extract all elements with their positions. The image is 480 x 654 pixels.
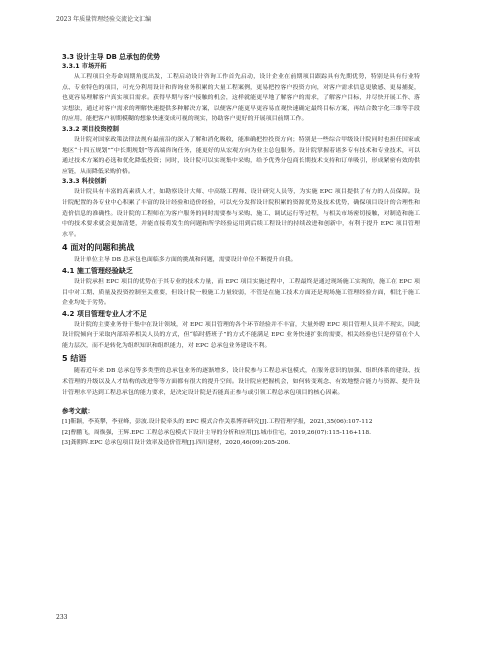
section-4-1-heading: 4.1 施工管理经验缺乏 [62, 266, 133, 275]
reference-item: [1]靳颖，李英攀，李亚峰，彭波.设计院牵头的 EPC 模式合作关系博弈研究[J].工程管理学报，2021,35(06):107-112 [62, 419, 373, 426]
section-4-paragraph: 设计单位主导 DB 总承包也面临多方面的挑战和问题，需要设计单位不断提升自我。 [73, 256, 297, 264]
section-4-2-heading: 4.2 项目管理专业人才不足 [62, 309, 147, 318]
section-5-heading: 5 结语 [62, 354, 87, 364]
references-heading: 参考文献： [62, 407, 94, 416]
section-3-3-1-heading: 3.3.1 市场开拓 [62, 63, 107, 70]
section-4-2-paragraph: 设计院的主要业务骨干集中在设计领域，对 EPC 项目管理的各个环节经验并不丰富，大量外聘 EPC 项目管理人员并不现实，因此设计院倾向于采取内部培养相关人员的方式，但“临时搭班子”的方式不能满足 EPC 业务快速扩张的需要，相关经验也只是停留在个人能力层次，而不是转化为组织知识和组织能力，对 EPC 总承包业务建设不利。 [62, 320, 420, 349]
section-3-3-1-paragraph: 从工程项目全寿命周期角度出发，工程启动设计咨询工作首先启动，设计企业在前期项目跟踪具有先期优势，特别是具有行业特点、专业特色的项目，可充分利用设计和咨询业务积累的大量工程案例，更易把控客户投资方向，对客户需求信息更敏感、更易捕捉，也更容易理解客户真实项目需求。获得早期与客户接触的机会，这样就能更早地了解客户的需求，了解客户目标，并尽快开展工作、落实想法，通过对客户需求的理解快速提供多种解决方案，以便客户能更早更容易直观快速确定最终目标方案，再结合数字化三维等手段的应用，能把客户初期模糊的想象快速变成可视的现实，协助客户更好的开展项目前期工作。 [62, 73, 420, 123]
article-body [62, 52, 420, 448]
section-3-3-2-paragraph: 设计院对国家政策法律法规有最前沿的深入了解和消化吸收，能准确把控投资方向；特别是一些综合甲级设计院同时也担任国家或地区“十四五规划”“中长期规划”等高端咨询任务，能更好的从宏观方向为业主总包服务。设计院掌握着诸多专有技术和专业技术，可以通过技术方案的必选和优化降低投资；同时，设计院可以实现集中采购，给予优秀分包商长期技术支持和订单吸引，形成紧密有效的供应链，从而降低采购价格。 [62, 135, 420, 175]
section-3-3-2-heading: 3.3.2 项目投资控制 [62, 125, 119, 133]
reference-item: [3]龚朝晖.EPC 总承包项目设计效率及造价管理[J].四川建材，2020,46(09):205-206. [62, 440, 291, 447]
section-4-heading: 4 面对的问题和挑战 [62, 243, 135, 253]
section-3-3-3-paragraph: 设计院具有丰富的高素质人才，如勘察设计大师、中高级工程师、设计研究人员等，为实施 EPC 项目提供了有力的人员保障。设计院配置的各专业中心积累了丰富的设计经验和造价经验，可以充分发挥设计院积累的资源优势及技术优势，确保项目设计的合理性和造价信息的准确性。设计院的工程师在为客户服务的同时需要参与采购、施工、调试运行等过程，与相关市场密切接触，对制造和施工中的技术要求就会更加清楚，并能直接将发生的问题和所学经验运用到后续工程设计的持续改进和创新中，有利于提升 EPC 项目管理水平。 [62, 188, 420, 238]
page-number: 233 [56, 614, 68, 621]
section-5-paragraph: 随着近年来 DB 总承包等多类型的总承包业务的逐渐增多，设计院参与工程总承包模式，在服务意识的加强、组织体系的建设、技术管理的升级以及人才结构的改进等等方面都有很大的提升空间。设计院应把握机会，如何转变观念、有效地整合能力与资源、提升设计管理水平达到工程总承包的能力要求，是决定设计院是否能真正参与或引领工程总承包项目的核心因素。 [62, 367, 420, 396]
section-3-3-heading: 3.3 设计主导 DB 总承包的优势 [62, 53, 160, 61]
reference-item: [2]曹鹏飞，周焕强，王辉.EPC 工程总承包模式下设计主导的分析和应用[J].城市住宅，2019,26(07):115-116+118. [62, 429, 372, 436]
section-4-1-paragraph: 设计院承担 EPC 项目的优势在于其专业的技术力量，而 EPC 项目实施过程中，工程最终是通过现场施工实现的，施工在 EPC 项目中对工期、质量及投资控制至关重要，但设计院一般施工力量较弱，不管是在施工技术方面还是现场施工管理经验方面，相比于施工企业均处于劣势。 [62, 277, 420, 307]
running-header: 2023 年质量管理经验交流论文汇编 [56, 16, 152, 23]
section-3-3-3-heading: 3.3.3 科技创新 [62, 178, 107, 186]
